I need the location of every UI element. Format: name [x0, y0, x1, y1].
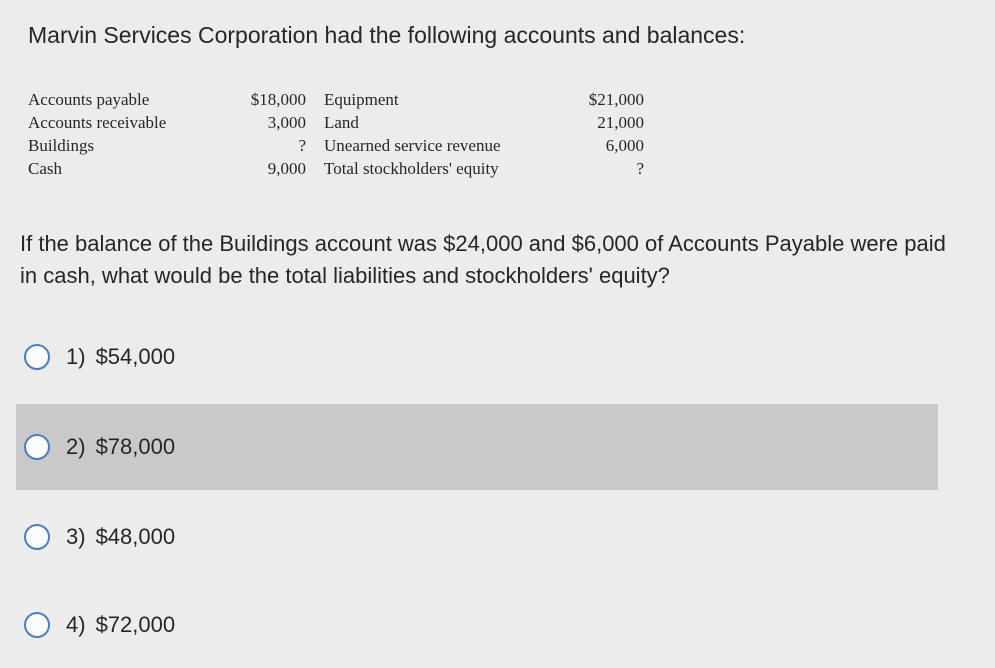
account-name: Buildings — [28, 136, 95, 155]
option-value: $78,000 — [95, 434, 176, 459]
account-name: Accounts receivable — [28, 113, 167, 132]
option-value: $48,000 — [95, 524, 176, 549]
account-name: Accounts payable — [28, 90, 150, 109]
question-text: If the balance of the Buildings account was $24,000 and $6,000 of Accounts Payable were paid in cash, what would be the total liabilities and stockholders' equity? — [20, 231, 946, 288]
account-name: Land — [324, 113, 359, 132]
account-name: Cash — [28, 159, 62, 178]
left-account-names — [28, 88, 166, 180]
right-account-names — [324, 88, 501, 180]
option-value: $54,000 — [95, 344, 176, 369]
radio-button[interactable] — [24, 434, 50, 460]
left-account-amounts — [228, 88, 306, 180]
option-number: 1) — [66, 344, 86, 369]
answer-option-1[interactable] — [16, 314, 938, 400]
account-name: Equipment — [324, 90, 399, 109]
answer-option-3[interactable] — [16, 494, 938, 580]
answer-option-4[interactable] — [16, 582, 938, 668]
account-amount: 6,000 — [605, 136, 644, 155]
account-amount: $18,000 — [250, 90, 306, 109]
option-label — [66, 344, 175, 370]
radio-button[interactable] — [24, 524, 50, 550]
account-name: Total stockholders' equity — [324, 159, 499, 178]
account-amount: 3,000 — [267, 113, 306, 132]
account-amount: ? — [636, 159, 644, 178]
right-account-amounts — [568, 88, 644, 180]
option-number: 2) — [66, 434, 86, 459]
account-name: Unearned service revenue — [324, 136, 501, 155]
question-title: Marvin Services Corporation had the following accounts and balances: — [28, 22, 746, 48]
account-amount: 21,000 — [597, 113, 644, 132]
radio-button[interactable] — [24, 612, 50, 638]
account-amount: 9,000 — [267, 159, 306, 178]
option-value: $72,000 — [95, 612, 176, 637]
option-number: 4) — [66, 612, 86, 637]
option-number: 3) — [66, 524, 86, 549]
account-amount: ? — [298, 136, 306, 155]
option-label — [66, 612, 175, 638]
option-label — [66, 434, 175, 460]
account-amount: $21,000 — [588, 90, 644, 109]
radio-button[interactable] — [24, 344, 50, 370]
option-label — [66, 524, 175, 550]
answer-option-2[interactable] — [16, 404, 938, 490]
